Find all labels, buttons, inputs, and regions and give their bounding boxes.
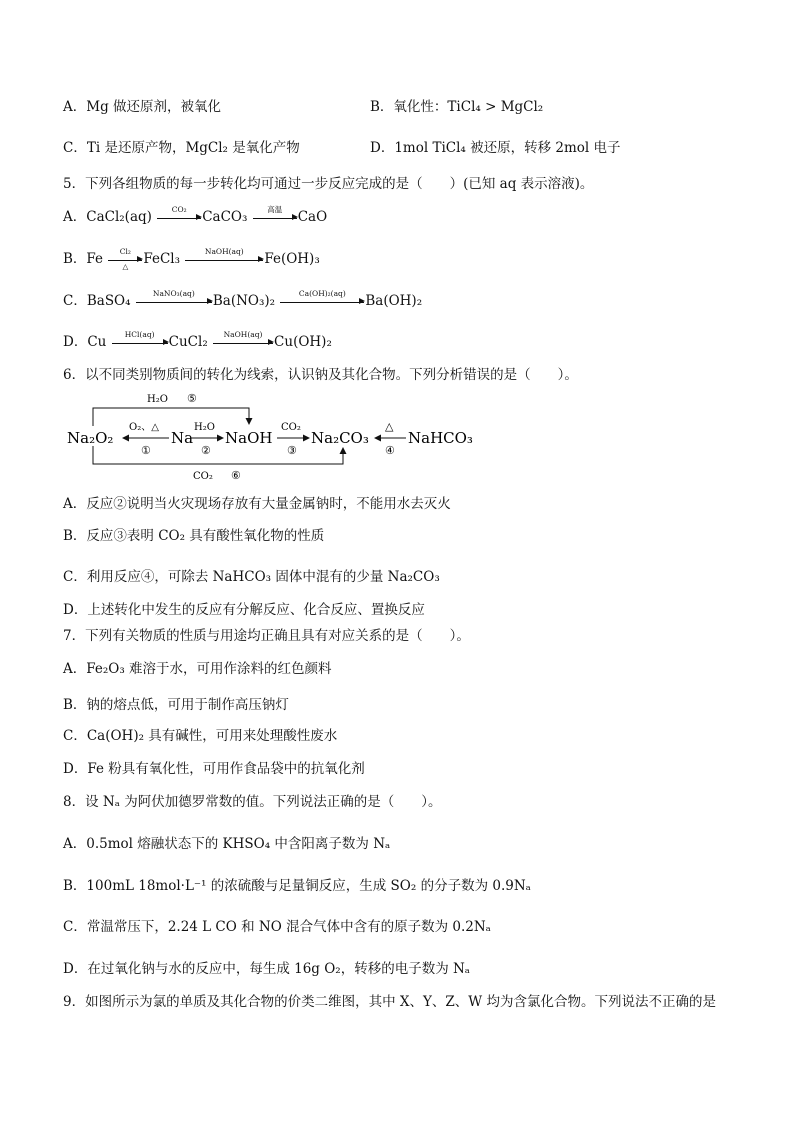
q7-option-b: B．钠的熔点低，可用于制作高压钠灯	[63, 697, 289, 713]
r5-number: ⑤	[187, 392, 197, 405]
r6-number: ⑥	[231, 469, 241, 482]
q5-option-b	[63, 249, 320, 269]
reactant: BaSO₄	[86, 293, 131, 309]
product: Cu(OH)₂	[274, 334, 332, 350]
r6-condition: CO₂	[193, 471, 213, 482]
species-na2o2: Na₂O₂	[67, 429, 114, 447]
species-na: Na	[171, 429, 194, 447]
r1-condition: O₂、△	[129, 422, 159, 433]
r2-condition: H₂O	[194, 422, 215, 433]
q7-option-c: C．Ca(OH)₂ 具有碱性，可用来处理酸性废水	[63, 728, 338, 744]
intermediate: FeCl₃	[143, 251, 181, 267]
arrow-r5	[93, 408, 249, 426]
reaction-arrow: CO₂	[157, 216, 201, 219]
reaction-arrow: Ca(OH)₂(aq)	[280, 300, 364, 303]
q8-option-d: D．在过氧化钠与水的反应中，每生成 16g O₂，转移的电子数为 Nₐ	[63, 961, 471, 977]
species-naoh: NaOH	[225, 429, 273, 447]
r4-condition: △	[385, 420, 394, 433]
r3-condition: CO₂	[281, 422, 301, 433]
q8-stem: 8．设 Nₐ 为阿伏加德罗常数的值。下列说法正确的是（ ）。	[63, 794, 442, 810]
intermediate: CuCl₂	[168, 334, 208, 350]
arrow-r6	[93, 446, 343, 464]
q4-option-d: D．1mol TiCl₄ 被还原，转移 2mol 电子	[370, 140, 621, 156]
r3-number: ③	[287, 444, 297, 457]
r1-number: ①	[141, 444, 151, 457]
option-label: C．	[63, 293, 87, 309]
reaction-arrow: Cl₂ △	[108, 258, 142, 261]
option-label: D．	[63, 334, 88, 350]
intermediate: CaCO₃	[202, 209, 248, 225]
product: CaO	[297, 209, 328, 225]
q5-option-a	[63, 207, 327, 227]
q5-option-d	[63, 332, 332, 352]
q7-option-a: A．Fe₂O₃ 难溶于水，可用作涂料的红色颜料	[63, 661, 332, 677]
reaction-arrow: NaOH(aq)	[213, 341, 273, 344]
q6-option-a: A．反应②说明当火灾现场存放有大量金属钠时，不能用水去灭火	[63, 496, 451, 512]
reaction-arrow: HCl(aq)	[112, 341, 168, 344]
r2-number: ②	[201, 444, 211, 457]
reactant: Cu	[87, 334, 107, 350]
r4-number: ④	[385, 444, 395, 457]
reaction-arrow: 高温	[253, 216, 297, 219]
r5-condition: H₂O	[147, 394, 168, 405]
intermediate: Ba(NO₃)₂	[212, 293, 276, 309]
reactant: CaCl₂(aq)	[86, 209, 152, 225]
product: Fe(OH)₃	[264, 251, 320, 267]
q4-option-b: B．氧化性：TiCl₄ > MgCl₂	[370, 99, 544, 115]
q8-option-c: C．常温常压下，2.24 L CO 和 NO 混合气体中含有的原子数为 0.2Nₐ	[63, 919, 491, 935]
q6-option-d: D．上述转化中发生的反应有分解反应、化合反应、置换反应	[63, 602, 425, 618]
sodium-conversion-diagram	[63, 388, 493, 483]
q6-option-c: C．利用反应④，可除去 NaHCO₃ 固体中混有的少量 Na₂CO₃	[63, 569, 440, 585]
q7-stem: 7．下列有关物质的性质与用途均正确且具有对应关系的是（ ）。	[63, 628, 470, 644]
species-nahco3: NaHCO₃	[408, 429, 473, 447]
q4-option-c: C．Ti 是还原产物，MgCl₂ 是氧化产物	[63, 140, 300, 156]
q7-option-d: D．Fe 粉具有氧化性，可用作食品袋中的抗氧化剂	[63, 761, 365, 777]
q5-option-c	[63, 291, 422, 311]
species-na2co3: Na₂CO₃	[311, 429, 369, 447]
q6-stem: 6．以不同类别物质间的转化为线索，认识钠及其化合物。下列分析错误的是（ ）。	[63, 367, 578, 383]
reaction-arrow: NaOH(aq)	[185, 258, 263, 261]
q8-option-a: A．0.5mol 熔融状态下的 KHSO₄ 中含阳离子数为 Nₐ	[63, 836, 391, 852]
q4-option-a: A．Mg 做还原剂，被氧化	[63, 99, 222, 115]
option-label: A．	[63, 209, 87, 225]
reaction-arrow: NaNO₃(aq)	[136, 300, 212, 303]
q9-stem: 9．如图所示为氯的单质及其化合物的价类二维图，其中 X、Y、Z、W 均为含氯化合物。下列说法不正确的是	[63, 994, 716, 1010]
reactant: Fe	[86, 251, 104, 267]
q8-option-b: B．100mL 18mol·L⁻¹ 的浓硫酸与足量铜反应，生成 SO₂ 的分子数为 0.9Nₐ	[63, 878, 531, 894]
q6-option-b: B．反应③表明 CO₂ 具有酸性氧化物的性质	[63, 528, 325, 544]
product: Ba(OH)₂	[365, 293, 423, 309]
option-label: B．	[63, 251, 87, 267]
q5-stem: 5．下列各组物质的每一步转化均可通过一步反应完成的是（ ）(已知 aq 表示溶液)。	[63, 176, 594, 192]
